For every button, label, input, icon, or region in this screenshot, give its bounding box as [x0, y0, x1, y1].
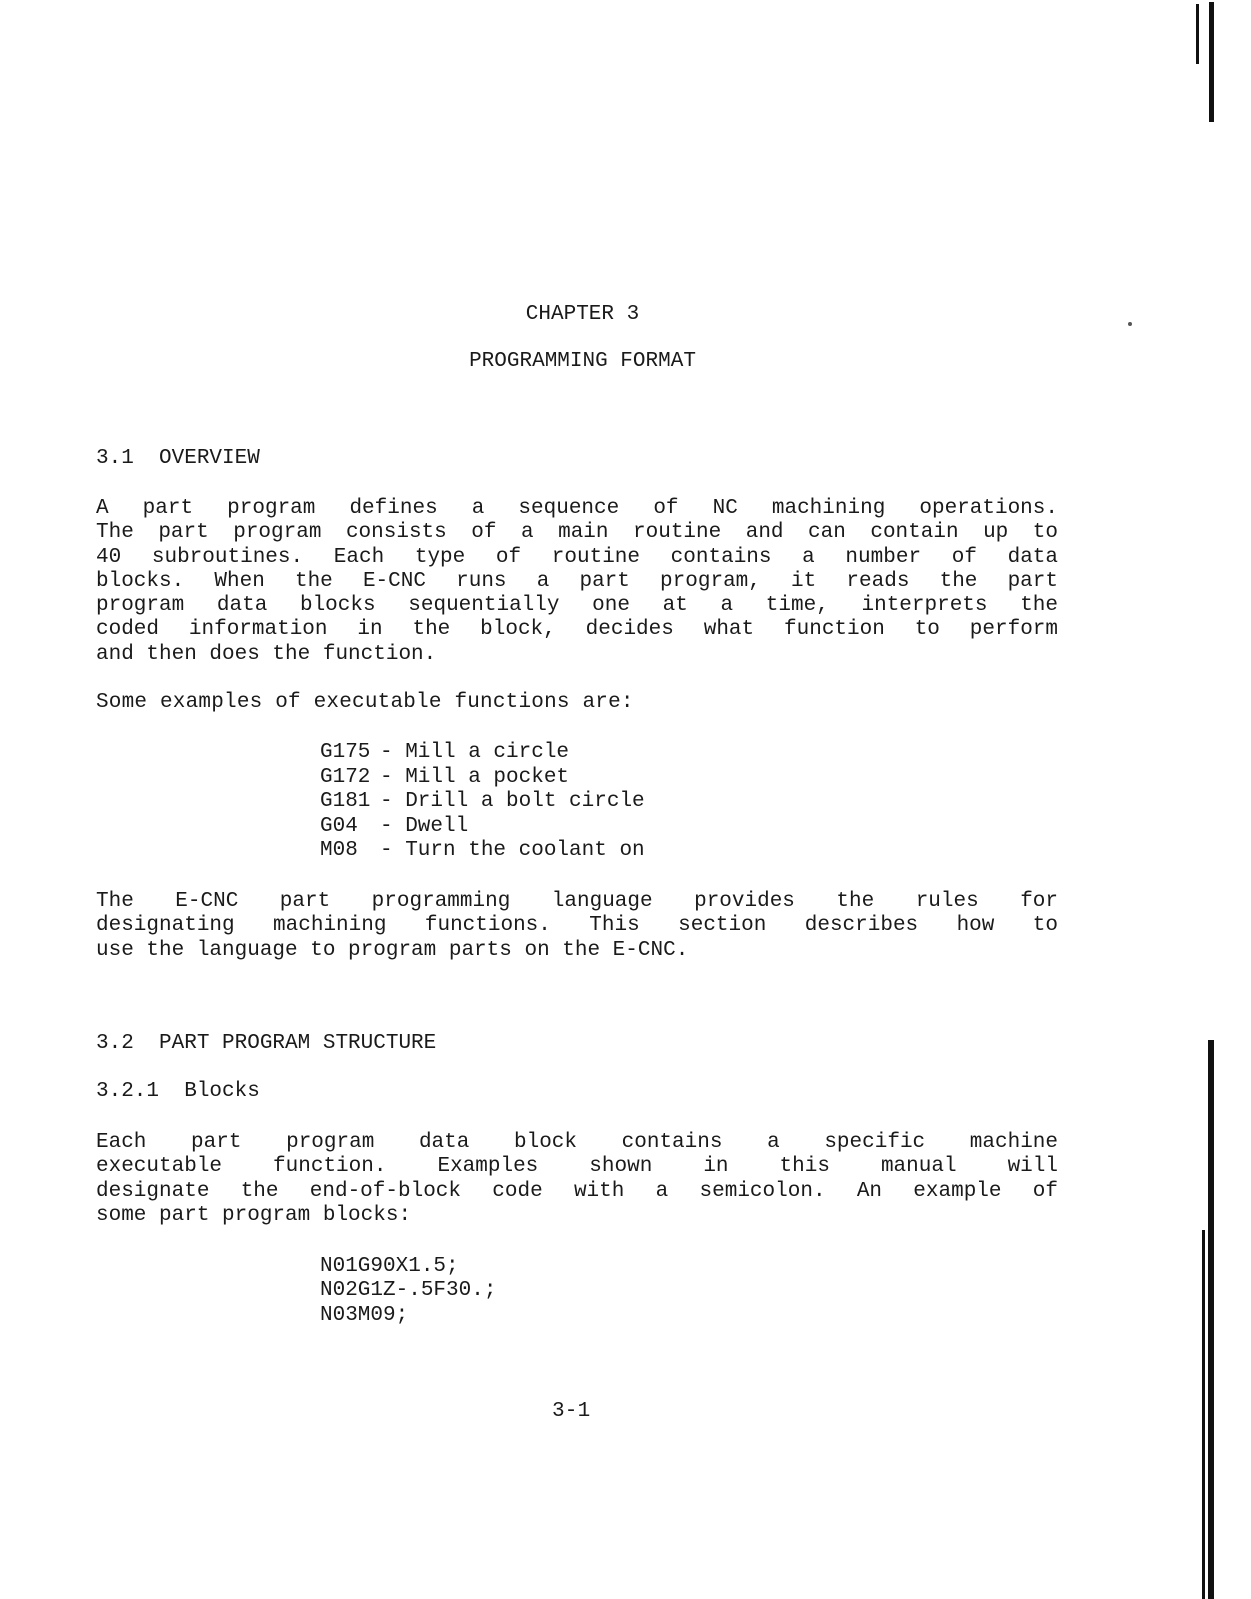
paragraph-line: use the language to program parts on the E-CNC.	[96, 938, 689, 962]
function-description: - Mill a pocket	[380, 765, 570, 789]
list-item	[320, 839, 645, 864]
function-description: - Drill a bolt circle	[380, 790, 645, 814]
paragraph-line: some part program blocks:	[96, 1203, 412, 1227]
function-description: - Turn the coolant on	[380, 839, 645, 863]
overview-paragraph	[96, 497, 1058, 667]
paragraph-line: and then does the function.	[96, 642, 437, 666]
section-3-2-1-heading: 3.2.1 Blocks	[96, 1080, 260, 1103]
function-code: M08	[320, 839, 358, 863]
scan-edge-bottom	[1208, 1040, 1214, 1599]
function-code: G04	[320, 814, 358, 838]
scan-edge-top-thick	[1209, 2, 1214, 122]
function-code: G172	[320, 765, 371, 789]
paragraph-line: The part program consists of a main routine and can contain up to	[96, 521, 1058, 545]
function-code: G175	[320, 741, 371, 764]
paragraph-line: executable function. Examples shown in this manual will	[96, 1155, 1058, 1179]
blocks-paragraph	[96, 1131, 1058, 1228]
code-block-line: N01G90X1.5;	[320, 1255, 459, 1278]
paragraph-line: The E-CNC part programming language provides the rules for	[96, 890, 1058, 913]
list-item	[320, 741, 645, 766]
code-block-line: N03M09;	[320, 1303, 409, 1327]
section-3-2-heading: 3.2 PART PROGRAM STRUCTURE	[96, 1032, 437, 1055]
example-blocks-list	[320, 1255, 496, 1328]
list-item	[320, 790, 645, 815]
paragraph-line: program data blocks sequentially one at a time, interprets the	[96, 594, 1058, 618]
scan-edge-top	[1196, 4, 1199, 64]
code-block-line: N02G1Z-.5F30.;	[320, 1279, 497, 1303]
function-description: - Dwell	[380, 814, 469, 838]
page-number: 3-1	[552, 1400, 591, 1423]
paragraph-line: A part program defines a sequence of NC machining operations.	[96, 497, 1058, 520]
chapter-title: PROGRAMMING FORMAT	[469, 350, 696, 373]
function-code: G181	[320, 790, 371, 814]
scan-edge-bottom-inner	[1202, 1230, 1205, 1599]
function-examples-list	[320, 741, 645, 864]
section-3-1-heading: 3.1 OVERVIEW	[96, 447, 260, 470]
paragraph-line: blocks. When the E-CNC runs a part program, it reads the part	[96, 569, 1058, 593]
function-description: - Mill a circle	[380, 741, 570, 764]
chapter-label: CHAPTER 3	[525, 303, 640, 326]
examples-intro: Some examples of executable functions are:	[96, 691, 634, 714]
list-item	[320, 766, 645, 791]
paragraph-line: 40 subroutines. Each type of routine contains a number of data	[96, 545, 1058, 569]
paragraph-line: Each part program data block contains a specific machine	[96, 1131, 1058, 1154]
paragraph-line: designate the end-of-block code with a semicolon. An example of	[96, 1179, 1058, 1203]
paragraph-line: coded information in the block, decides what function to perform	[96, 618, 1058, 642]
language-paragraph	[96, 890, 1058, 963]
paragraph-line: designating machining functions. This section describes how to	[96, 914, 1058, 938]
list-item	[320, 815, 645, 840]
